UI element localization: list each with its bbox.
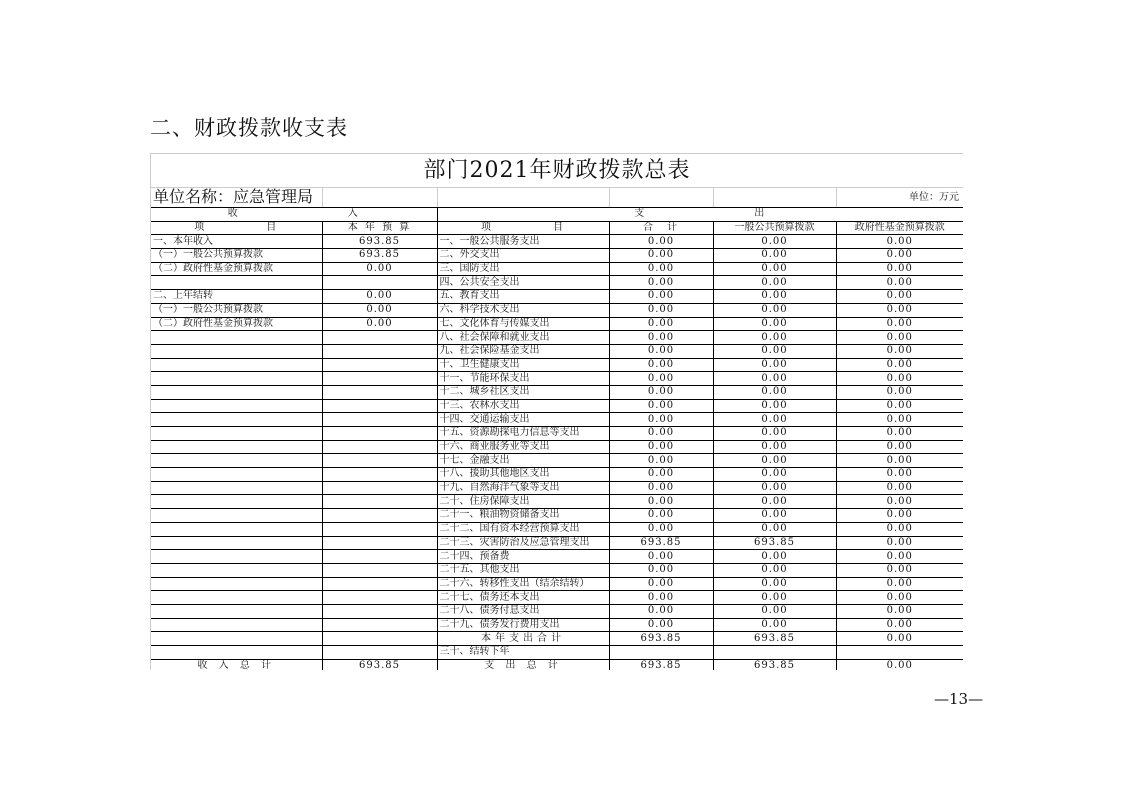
table-row <box>151 522 963 536</box>
income-item <box>151 522 322 536</box>
expense-general: 693.85 <box>713 659 836 670</box>
expense-item: 二十七、债务还本支出 <box>437 591 609 605</box>
expense-fund: 0.00 <box>836 317 963 331</box>
income-value <box>322 604 437 618</box>
income-value <box>322 536 437 550</box>
income-value <box>322 440 437 454</box>
expense-item: 十五、资源勘探电力信息等支出 <box>437 427 609 441</box>
table-row <box>151 495 963 509</box>
income-value <box>322 577 437 591</box>
col-total: 合 计 <box>609 221 713 235</box>
expense-item: 二十六、转移性支出（结余结转） <box>437 577 609 591</box>
expense-total: 0.00 <box>609 290 713 304</box>
expense-item: 七、文化体育与传媒支出 <box>437 317 609 331</box>
income-item <box>151 399 322 413</box>
income-item <box>151 276 322 290</box>
expense-total: 0.00 <box>609 249 713 263</box>
expense-fund: 0.00 <box>836 235 963 249</box>
expense-general: 0.00 <box>713 344 836 358</box>
expense-item: 三十、结转下年 <box>437 646 609 660</box>
table-row <box>151 385 963 399</box>
expense-total: 0.00 <box>609 468 713 482</box>
expense-item: 十七、金融支出 <box>437 454 609 468</box>
table-row <box>151 632 963 646</box>
income-value <box>322 276 437 290</box>
expense-item: 四、公共安全支出 <box>437 276 609 290</box>
income-value <box>322 495 437 509</box>
expense-item: 九、社会保险基金支出 <box>437 344 609 358</box>
expense-item: 五、教育支出 <box>437 290 609 304</box>
divider <box>322 188 323 207</box>
expense-fund: 0.00 <box>836 536 963 550</box>
income-item <box>151 495 322 509</box>
table-row <box>151 303 963 317</box>
expense-total: 0.00 <box>609 303 713 317</box>
income-item <box>151 591 322 605</box>
table-row <box>151 276 963 290</box>
expense-fund: 0.00 <box>836 591 963 605</box>
table-row <box>151 591 963 605</box>
income-value <box>322 399 437 413</box>
table-row <box>151 427 963 441</box>
income-value <box>322 372 437 386</box>
income-item <box>151 372 322 386</box>
income-value <box>322 385 437 399</box>
unit-row <box>151 188 963 208</box>
expense-total: 0.00 <box>609 440 713 454</box>
income-item <box>151 550 322 564</box>
income-item <box>151 358 322 372</box>
income-item <box>151 509 322 523</box>
expense-fund: 0.00 <box>836 481 963 495</box>
income-item <box>151 413 322 427</box>
expense-general: 0.00 <box>713 358 836 372</box>
expense-general: 0.00 <box>713 454 836 468</box>
expense-item: 支 出 总 计 <box>437 659 609 670</box>
expense-fund: 0.00 <box>836 659 963 670</box>
income-item <box>151 646 322 660</box>
income-item: 二、上年结转 <box>151 290 322 304</box>
expense-total: 0.00 <box>609 276 713 290</box>
expense-item: 十四、交通运输支出 <box>437 413 609 427</box>
income-item: （一）一般公共预算拨款 <box>151 303 322 317</box>
expense-fund: 0.00 <box>836 454 963 468</box>
expense-item: 十六、商业服务业等支出 <box>437 440 609 454</box>
income-value: 0.00 <box>322 290 437 304</box>
expense-fund: 0.00 <box>836 522 963 536</box>
expense-fund: 0.00 <box>836 303 963 317</box>
expense-total: 693.85 <box>609 536 713 550</box>
income-item <box>151 536 322 550</box>
income-item <box>151 344 322 358</box>
expense-group-header: 支 出 <box>437 208 963 221</box>
expense-item: 十一、节能环保支出 <box>437 372 609 386</box>
expense-general: 0.00 <box>713 317 836 331</box>
expense-item: 本年支出合计 <box>437 632 609 646</box>
expense-total: 0.00 <box>609 495 713 509</box>
income-item <box>151 481 322 495</box>
expense-fund: 0.00 <box>836 550 963 564</box>
table-row <box>151 440 963 454</box>
table-row <box>151 563 963 577</box>
expense-general: 0.00 <box>713 399 836 413</box>
expense-fund: 0.00 <box>836 563 963 577</box>
expense-fund: 0.00 <box>836 399 963 413</box>
expense-fund: 0.00 <box>836 262 963 276</box>
expense-total: 0.00 <box>609 344 713 358</box>
expense-item: 十八、援助其他地区支出 <box>437 468 609 482</box>
expense-total: 0.00 <box>609 481 713 495</box>
expense-general: 0.00 <box>713 331 836 345</box>
table-row <box>151 577 963 591</box>
expense-general: 0.00 <box>713 276 836 290</box>
expense-general: 0.00 <box>713 290 836 304</box>
expense-total: 693.85 <box>609 632 713 646</box>
table-row <box>151 372 963 386</box>
income-value: 0.00 <box>322 317 437 331</box>
table-row <box>151 536 963 550</box>
expense-item: 八、社会保障和就业支出 <box>437 331 609 345</box>
expense-item: 二、外交支出 <box>437 249 609 263</box>
expense-fund: 0.00 <box>836 632 963 646</box>
expense-general: 0.00 <box>713 604 836 618</box>
expense-fund: 0.00 <box>836 440 963 454</box>
expense-total: 0.00 <box>609 235 713 249</box>
expense-item: 二十八、债务付息支出 <box>437 604 609 618</box>
expense-general: 0.00 <box>713 481 836 495</box>
expense-item: 十、卫生健康支出 <box>437 358 609 372</box>
expense-item: 十二、城乡社区支出 <box>437 385 609 399</box>
expense-general <box>713 646 836 660</box>
income-value <box>322 646 437 660</box>
income-value <box>322 563 437 577</box>
divider <box>836 188 837 207</box>
income-item <box>151 385 322 399</box>
expense-fund: 0.00 <box>836 344 963 358</box>
expense-fund: 0.00 <box>836 331 963 345</box>
income-item <box>151 632 322 646</box>
income-value <box>322 427 437 441</box>
expense-general: 0.00 <box>713 509 836 523</box>
income-item <box>151 427 322 441</box>
expense-item: 二十、住房保障支出 <box>437 495 609 509</box>
expense-fund: 0.00 <box>836 509 963 523</box>
unit-name: 单位名称：应急管理局 <box>153 187 314 206</box>
income-item <box>151 618 322 632</box>
budget-sheet <box>150 153 963 670</box>
income-item <box>151 454 322 468</box>
expense-general: 0.00 <box>713 522 836 536</box>
expense-item: 二十二、国有资本经营预算支出 <box>437 522 609 536</box>
expense-fund: 0.00 <box>836 358 963 372</box>
table-row <box>151 235 963 249</box>
col-income-item: 项 目 <box>151 221 322 235</box>
income-value <box>322 358 437 372</box>
income-item <box>151 604 322 618</box>
expense-total: 0.00 <box>609 331 713 345</box>
expense-item: 一、一般公共服务支出 <box>437 235 609 249</box>
expense-fund: 0.00 <box>836 290 963 304</box>
expense-general: 0.00 <box>713 385 836 399</box>
income-value: 693.85 <box>322 659 437 670</box>
income-item: 一、本年收入 <box>151 235 322 249</box>
table-row <box>151 399 963 413</box>
expense-item: 六、科学技术支出 <box>437 303 609 317</box>
expense-total: 0.00 <box>609 399 713 413</box>
expense-general: 0.00 <box>713 591 836 605</box>
expense-item: 十九、自然海洋气象等支出 <box>437 481 609 495</box>
expense-total: 0.00 <box>609 509 713 523</box>
income-value: 0.00 <box>322 262 437 276</box>
expense-item: 十三、农林水支出 <box>437 399 609 413</box>
expense-fund <box>836 646 963 660</box>
table-row <box>151 331 963 345</box>
expense-fund: 0.00 <box>836 468 963 482</box>
expense-fund: 0.00 <box>836 495 963 509</box>
table-row <box>151 604 963 618</box>
table-row <box>151 262 963 276</box>
income-item: （一）一般公共预算拨款 <box>151 249 322 263</box>
income-group-header: 收 入 <box>151 208 437 221</box>
income-value <box>322 591 437 605</box>
expense-total: 0.00 <box>609 372 713 386</box>
income-item <box>151 563 322 577</box>
expense-item: 二十五、其他支出 <box>437 563 609 577</box>
expense-total: 693.85 <box>609 659 713 670</box>
expense-total: 0.00 <box>609 577 713 591</box>
income-value <box>322 550 437 564</box>
income-item: （二）政府性基金预算拨款 <box>151 317 322 331</box>
table-title: 部门2021年财政拨款总表 <box>151 154 963 188</box>
expense-general: 0.00 <box>713 303 836 317</box>
income-item <box>151 468 322 482</box>
expense-general: 0.00 <box>713 235 836 249</box>
income-item: 收 入 总 计 <box>151 659 322 670</box>
divider <box>713 188 714 207</box>
table-row <box>151 317 963 331</box>
expense-general: 0.00 <box>713 468 836 482</box>
income-value <box>322 331 437 345</box>
expense-fund: 0.00 <box>836 413 963 427</box>
expense-fund: 0.00 <box>836 577 963 591</box>
table-row <box>151 659 963 670</box>
income-item <box>151 440 322 454</box>
income-value <box>322 454 437 468</box>
expense-general: 0.00 <box>713 618 836 632</box>
income-value <box>322 509 437 523</box>
income-value: 693.85 <box>322 235 437 249</box>
table-row <box>151 413 963 427</box>
expense-total: 0.00 <box>609 413 713 427</box>
income-value: 0.00 <box>322 303 437 317</box>
income-value <box>322 413 437 427</box>
expense-total: 0.00 <box>609 550 713 564</box>
expense-general: 0.00 <box>713 550 836 564</box>
expense-general: 0.00 <box>713 577 836 591</box>
header-group-row <box>151 208 963 221</box>
col-fund: 政府性基金预算拨款 <box>836 221 963 235</box>
table-row <box>151 550 963 564</box>
expense-total: 0.00 <box>609 604 713 618</box>
income-item <box>151 331 322 345</box>
expense-item: 二十三、灾害防治及应急管理支出 <box>437 536 609 550</box>
expense-general: 0.00 <box>713 413 836 427</box>
income-value <box>322 618 437 632</box>
income-item <box>151 577 322 591</box>
expense-general: 693.85 <box>713 536 836 550</box>
table-row <box>151 509 963 523</box>
page-number: —13— <box>934 690 984 708</box>
table-row <box>151 249 963 263</box>
expense-total: 0.00 <box>609 385 713 399</box>
table-row <box>151 344 963 358</box>
budget-table <box>151 208 963 670</box>
income-value <box>322 632 437 646</box>
expense-general: 0.00 <box>713 495 836 509</box>
expense-item: 二十九、债务发行费用支出 <box>437 618 609 632</box>
expense-total: 0.00 <box>609 358 713 372</box>
col-budget: 本 年 预 算 <box>322 221 437 235</box>
expense-total: 0.00 <box>609 317 713 331</box>
income-value <box>322 344 437 358</box>
income-value <box>322 481 437 495</box>
expense-general: 0.00 <box>713 372 836 386</box>
income-value: 693.85 <box>322 249 437 263</box>
expense-total: 0.00 <box>609 427 713 441</box>
expense-total: 0.00 <box>609 454 713 468</box>
income-value <box>322 468 437 482</box>
expense-fund: 0.00 <box>836 618 963 632</box>
expense-item: 二十一、粮油物资储备支出 <box>437 509 609 523</box>
expense-total: 0.00 <box>609 618 713 632</box>
table-row <box>151 618 963 632</box>
table-row <box>151 646 963 660</box>
expense-total: 0.00 <box>609 591 713 605</box>
expense-general: 0.00 <box>713 427 836 441</box>
income-item: （二）政府性基金预算拨款 <box>151 262 322 276</box>
expense-fund: 0.00 <box>836 427 963 441</box>
unit-label: 单位：万元 <box>909 192 959 203</box>
expense-general: 0.00 <box>713 262 836 276</box>
expense-fund: 0.00 <box>836 249 963 263</box>
col-expense-item: 项 目 <box>437 221 609 235</box>
expense-general: 693.85 <box>713 632 836 646</box>
expense-general: 0.00 <box>713 563 836 577</box>
expense-total: 0.00 <box>609 522 713 536</box>
table-row <box>151 454 963 468</box>
expense-fund: 0.00 <box>836 604 963 618</box>
header-column-row <box>151 221 963 235</box>
table-row <box>151 468 963 482</box>
expense-total: 0.00 <box>609 262 713 276</box>
expense-general: 0.00 <box>713 440 836 454</box>
section-title: 二、财政拨款收支表 <box>150 116 348 140</box>
expense-item: 二十四、预备费 <box>437 550 609 564</box>
col-general: 一般公共预算拨款 <box>713 221 836 235</box>
expense-general: 0.00 <box>713 249 836 263</box>
divider <box>437 188 438 207</box>
expense-fund: 0.00 <box>836 276 963 290</box>
table-row <box>151 358 963 372</box>
table-row <box>151 290 963 304</box>
expense-item: 三、国防支出 <box>437 262 609 276</box>
divider <box>609 188 610 207</box>
table-row <box>151 481 963 495</box>
expense-total: 0.00 <box>609 563 713 577</box>
expense-fund: 0.00 <box>836 385 963 399</box>
expense-fund: 0.00 <box>836 372 963 386</box>
income-value <box>322 522 437 536</box>
expense-total <box>609 646 713 660</box>
